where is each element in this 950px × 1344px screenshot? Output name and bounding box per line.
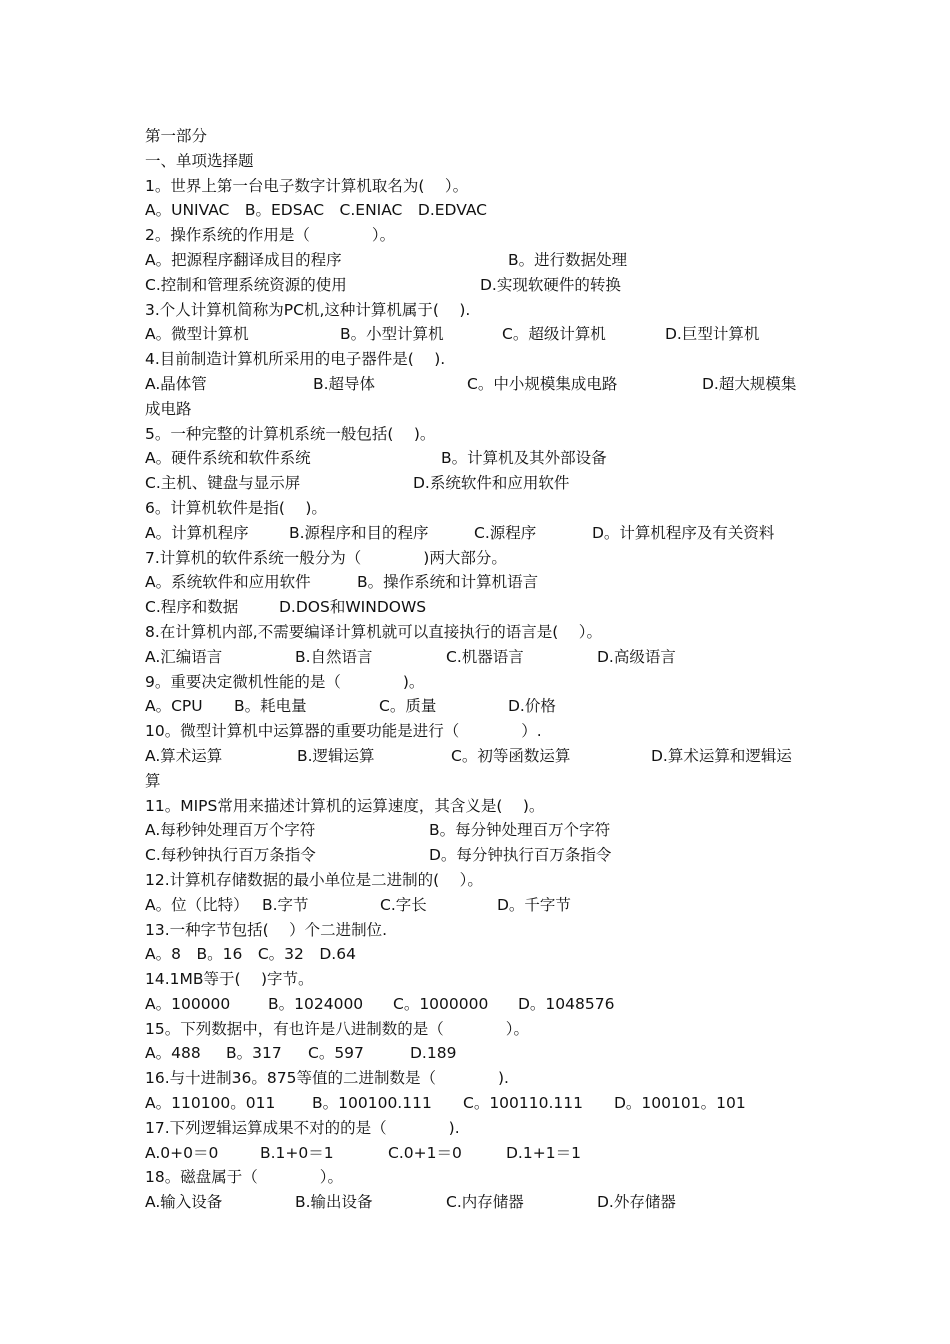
text-segment: C。中小规模集成电路 <box>467 374 618 393</box>
text-segment: C.程序和数据 <box>145 598 239 617</box>
document-line <box>145 521 815 546</box>
text-segment: D.高级语言 <box>597 647 676 666</box>
document-line <box>145 124 815 149</box>
text-segment: C.机器语言 <box>446 647 524 666</box>
text-segment: C.源程序 <box>474 523 537 542</box>
document-line <box>145 818 815 843</box>
document-line <box>145 1066 815 1091</box>
document-line <box>145 273 815 298</box>
document-line <box>145 223 815 248</box>
text-segment: B.输出设备 <box>295 1193 373 1212</box>
document-line <box>145 645 815 670</box>
text-segment: D.189 <box>410 1044 457 1063</box>
document-line <box>145 942 815 967</box>
document-line <box>145 918 815 943</box>
text-segment: C.主机、键盘与显示屏 <box>145 474 301 493</box>
document-line <box>145 670 815 695</box>
text-segment: 15。下列数据中，有也许是八进制数的是（ ）。 <box>145 1019 529 1038</box>
text-segment: 2。操作系统的作用是（ ）。 <box>145 226 396 245</box>
text-segment: 14.1MB等于( )字节。 <box>145 970 314 989</box>
text-segment: D.算术运算和逻辑运 <box>651 746 792 765</box>
document-line <box>145 496 815 521</box>
text-segment: D.系统软件和应用软件 <box>413 474 570 493</box>
text-segment: 3.个人计算机简称为PC机,这种计算机属于( ). <box>145 300 471 319</box>
text-segment: B.1+0＝1 <box>260 1143 334 1162</box>
text-segment: A.0+0＝0 <box>145 1143 219 1162</box>
document-line <box>145 198 815 223</box>
document-line <box>145 570 815 595</box>
text-segment: 6。计算机软件是指( )。 <box>145 498 327 517</box>
text-segment: 18。磁盘属于（ ）。 <box>145 1168 343 1187</box>
text-segment: C。初等函数运算 <box>451 746 571 765</box>
text-segment: A。110100。011 <box>145 1094 276 1113</box>
text-segment: B。317 <box>226 1044 282 1063</box>
document-line <box>145 620 815 645</box>
text-segment: B.字节 <box>262 895 309 914</box>
text-segment: 8.在计算机内部,不需要编译计算机就可以直接执行的语言是( ）。 <box>145 622 602 641</box>
text-segment: 算 <box>145 771 161 790</box>
text-segment: 第一部分 <box>145 127 208 145</box>
text-segment: D.1+1＝1 <box>506 1143 581 1162</box>
text-segment: B.自然语言 <box>295 647 373 666</box>
document-page <box>145 124 815 1215</box>
text-segment: B.超导体 <box>313 374 376 393</box>
text-segment: C。597 <box>308 1044 364 1063</box>
document-line <box>145 1091 815 1116</box>
text-segment: C.内存储器 <box>446 1193 524 1212</box>
text-segment: 10。微型计算机中运算器的重要功能是进行（ ）. <box>145 722 542 741</box>
document-line <box>145 893 815 918</box>
text-segment: B.源程序和目的程序 <box>289 523 429 542</box>
document-line <box>145 794 815 819</box>
document-line <box>145 1017 815 1042</box>
text-segment: D.价格 <box>508 697 556 716</box>
text-segment: D。100101。101 <box>614 1094 746 1113</box>
document-line <box>145 1116 815 1141</box>
text-segment: A。UNIVAC B。EDSAC C.ENIAC D.EDVAC <box>145 201 487 220</box>
text-segment: B。进行数据处理 <box>508 250 628 269</box>
text-segment: C。质量 <box>379 697 437 716</box>
text-segment: D。1048576 <box>518 994 615 1013</box>
text-segment: 1。世界上第一台电子数字计算机取名为( ）。 <box>145 176 469 195</box>
document-line <box>145 595 815 620</box>
document-line <box>145 248 815 273</box>
text-segment: 16.与十进制36。875等值的二进制数是（ ). <box>145 1069 509 1088</box>
text-segment: 成电路 <box>145 399 192 418</box>
text-segment: A.每秒钟处理百万个字符 <box>145 821 316 840</box>
text-segment: A.汇编语言 <box>145 647 223 666</box>
text-segment: A.输入设备 <box>145 1193 223 1212</box>
document-line <box>145 868 815 893</box>
text-segment: D.外存储器 <box>597 1193 676 1212</box>
document-line <box>145 694 815 719</box>
document-line <box>145 397 815 422</box>
text-segment: B。100100.111 <box>312 1094 432 1113</box>
text-segment: C.0+1＝0 <box>388 1143 462 1162</box>
text-segment: A。100000 <box>145 994 231 1013</box>
document-line <box>145 1141 815 1166</box>
document-line <box>145 174 815 199</box>
document-line <box>145 967 815 992</box>
text-segment: D。每分钟执行百万条指令 <box>429 846 612 865</box>
text-segment: C.控制和管理系统资源的使用 <box>145 275 347 294</box>
text-segment: 12.计算机存储数据的最小单位是二进制的( ）。 <box>145 870 483 889</box>
document-line <box>145 149 815 174</box>
text-segment: C。100110.111 <box>463 1094 584 1113</box>
text-segment: D。千字节 <box>497 895 571 914</box>
document-line <box>145 1165 815 1190</box>
text-segment: 4.目前制造计算机所采用的电子器件是( ). <box>145 350 446 369</box>
document-line <box>145 843 815 868</box>
text-segment: B。操作系统和计算机语言 <box>357 573 539 592</box>
text-segment: C.字长 <box>380 895 427 914</box>
text-segment: B.逻辑运算 <box>297 746 375 765</box>
document-line <box>145 372 815 397</box>
document-line <box>145 298 815 323</box>
text-segment: C。超级计算机 <box>502 325 606 344</box>
document-line <box>145 1190 815 1215</box>
document-line <box>145 744 815 769</box>
document-line <box>145 422 815 447</box>
text-segment: C。1000000 <box>393 994 489 1013</box>
text-segment: D.巨型计算机 <box>665 325 760 344</box>
text-segment: B。1024000 <box>268 994 364 1013</box>
text-segment: A。系统软件和应用软件 <box>145 573 311 592</box>
text-segment: B。小型计算机 <box>340 325 444 344</box>
text-segment: A。把源程序翻译成目的程序 <box>145 250 342 269</box>
text-segment: 13.一种字节包括( ）个二进制位. <box>145 920 388 939</box>
document-line <box>145 446 815 471</box>
text-segment: D.实现软硬件的转换 <box>480 275 621 294</box>
text-segment: 一、单项选择题 <box>145 151 254 170</box>
document-line <box>145 322 815 347</box>
text-segment: 17.下列逻辑运算成果不对的的是（ ). <box>145 1118 460 1137</box>
text-segment: A.算术运算 <box>145 746 223 765</box>
document-line <box>145 719 815 744</box>
document-line <box>145 1041 815 1066</box>
text-segment: A。微型计算机 <box>145 325 249 344</box>
text-segment: C.每秒钟执行百万条指令 <box>145 846 316 865</box>
text-segment: B。每分钟处理百万个字符 <box>429 821 611 840</box>
text-segment: 5。一种完整的计算机系统一般包括( )。 <box>145 424 436 443</box>
text-segment: D.DOS和WINDOWS <box>279 598 427 617</box>
text-segment: A。8 B。16 C。32 D.64 <box>145 945 356 964</box>
text-segment: A。488 <box>145 1044 201 1063</box>
document-line <box>145 769 815 794</box>
text-segment: 9。重要决定微机性能的是（ )。 <box>145 672 425 691</box>
text-segment: A。计算机程序 <box>145 523 249 542</box>
text-segment: A.晶体管 <box>145 374 207 393</box>
text-segment: A。CPU <box>145 697 203 716</box>
text-segment: D.超大规模集 <box>702 374 797 393</box>
text-segment: A。硬件系统和软件系统 <box>145 449 311 468</box>
document-line <box>145 992 815 1017</box>
text-segment: 7.计算机的软件系统一般分为（ )两大部分。 <box>145 548 507 567</box>
text-segment: A。位（比特） <box>145 895 249 914</box>
text-segment: 11。MIPS常用来描述计算机的运算速度，其含义是( )。 <box>145 796 545 815</box>
text-segment: B。耗电量 <box>234 697 307 716</box>
text-segment: D。计算机程序及有关资料 <box>592 523 775 542</box>
document-line <box>145 546 815 571</box>
text-segment: B。计算机及其外部设备 <box>441 449 607 468</box>
document-line <box>145 471 815 496</box>
document-line <box>145 347 815 372</box>
